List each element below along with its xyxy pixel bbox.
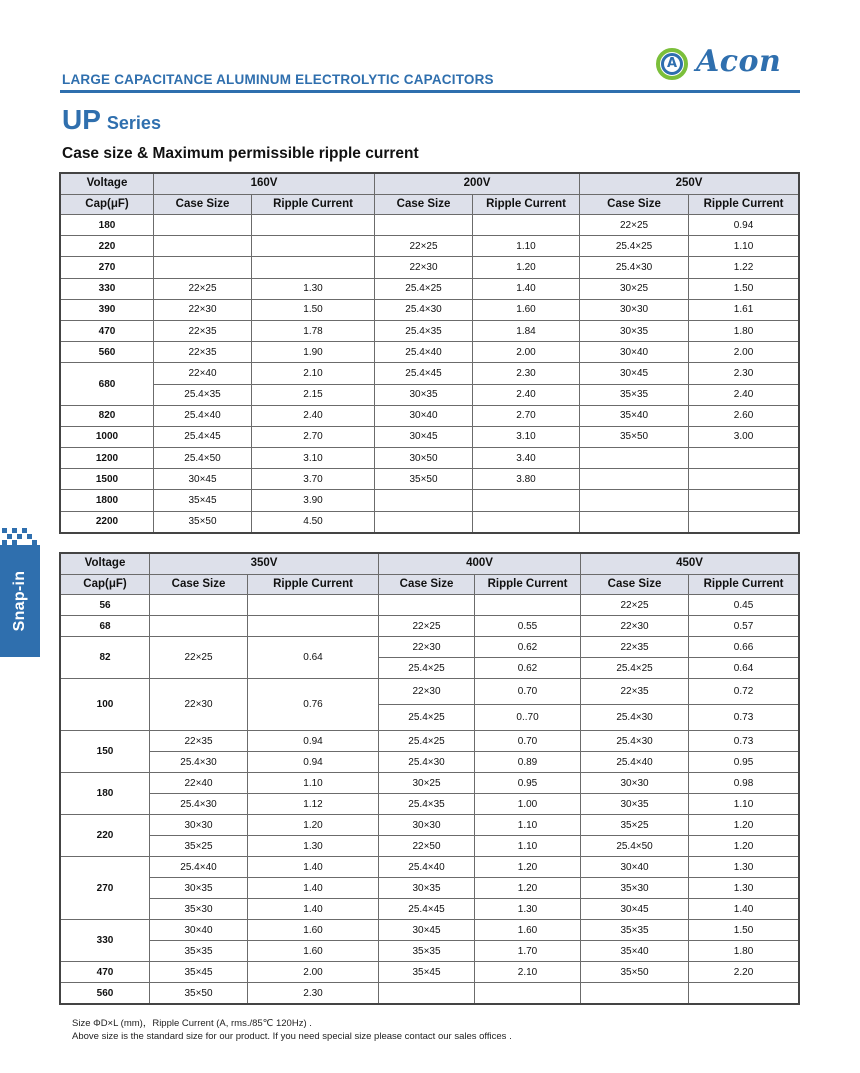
table-row bbox=[61, 595, 799, 616]
ripple-current-cell: 3.40 bbox=[473, 448, 580, 469]
case-size-cell: 30×25 bbox=[379, 773, 475, 794]
ripple-current-cell: 3.80 bbox=[473, 469, 580, 490]
case-size-cell: 25.4×25 bbox=[375, 278, 473, 299]
case-size-header: Case Size bbox=[150, 574, 248, 595]
table-row bbox=[61, 983, 799, 1004]
case-size-cell: 35×40 bbox=[581, 941, 689, 962]
ripple-current-cell: 1.10 bbox=[475, 836, 581, 857]
case-size-cell: 25.4×40 bbox=[154, 405, 252, 426]
case-size-cell: 30×35 bbox=[581, 794, 689, 815]
series-title bbox=[62, 104, 161, 136]
voltage-header: Voltage bbox=[61, 174, 154, 195]
table-row bbox=[61, 836, 799, 857]
ripple-current-cell: 0.70 bbox=[475, 731, 581, 752]
case-size-cell: 25.4×45 bbox=[375, 363, 473, 384]
ripple-current-cell: 0.55 bbox=[475, 616, 581, 637]
ripple-current-cell: 2.10 bbox=[252, 363, 375, 384]
table-row bbox=[61, 511, 799, 532]
table-row bbox=[61, 469, 799, 490]
table-row bbox=[61, 731, 799, 752]
ripple-current-cell bbox=[252, 257, 375, 278]
voltage-group-header: 450V bbox=[581, 554, 799, 575]
table-row bbox=[61, 320, 799, 341]
ripple-current-cell: 1.40 bbox=[689, 899, 799, 920]
case-size-cell: 35×35 bbox=[581, 920, 689, 941]
case-size-cell: 30×40 bbox=[580, 342, 689, 363]
ripple-current-cell: 0.45 bbox=[689, 595, 799, 616]
table-row bbox=[61, 752, 799, 773]
ripple-current-cell: 1.20 bbox=[473, 257, 580, 278]
case-size-cell: 22×50 bbox=[379, 836, 475, 857]
case-size-cell: 35×45 bbox=[154, 490, 252, 511]
case-size-cell bbox=[375, 215, 473, 236]
ripple-current-cell: 0..70 bbox=[475, 705, 581, 731]
case-size-cell: 22×35 bbox=[154, 320, 252, 341]
cap-cell: 150 bbox=[61, 731, 150, 773]
voltage-group-header: 350V bbox=[150, 554, 379, 575]
ripple-current-cell: 0.62 bbox=[475, 637, 581, 658]
case-size-cell: 30×40 bbox=[375, 405, 473, 426]
table-row bbox=[61, 236, 799, 257]
table-header-column-row bbox=[61, 194, 799, 215]
side-tab bbox=[0, 545, 40, 657]
table-row bbox=[61, 794, 799, 815]
cap-cell: 1200 bbox=[61, 448, 154, 469]
case-size-cell: 25.4×40 bbox=[581, 752, 689, 773]
ripple-current-cell: 1.10 bbox=[689, 236, 799, 257]
table-row bbox=[61, 426, 799, 447]
case-size-cell: 25.4×40 bbox=[375, 342, 473, 363]
ripple-current-cell: 2.30 bbox=[248, 983, 379, 1004]
table-row bbox=[61, 920, 799, 941]
case-size-header: Case Size bbox=[581, 574, 689, 595]
ripple-current-cell: 3.90 bbox=[252, 490, 375, 511]
case-size-cell: 22×30 bbox=[150, 679, 248, 731]
table-row bbox=[61, 257, 799, 278]
cap-cell: 560 bbox=[61, 342, 154, 363]
case-size-cell: 30×40 bbox=[150, 920, 248, 941]
table-row bbox=[61, 405, 799, 426]
case-size-cell: 35×35 bbox=[150, 941, 248, 962]
case-size-cell bbox=[150, 595, 248, 616]
ripple-current-cell: 2.30 bbox=[689, 363, 799, 384]
case-size-cell: 30×35 bbox=[150, 878, 248, 899]
ripple-current-cell bbox=[689, 448, 799, 469]
case-size-cell: 25.4×35 bbox=[379, 794, 475, 815]
cap-cell: 330 bbox=[61, 920, 150, 962]
cap-cell: 330 bbox=[61, 278, 154, 299]
cap-cell: 270 bbox=[61, 857, 150, 920]
cap-cell: 470 bbox=[61, 320, 154, 341]
table-header-voltage-row bbox=[61, 174, 799, 195]
ripple-current-cell: 1.60 bbox=[473, 299, 580, 320]
case-size-cell: 22×35 bbox=[154, 342, 252, 363]
ripple-current-cell: 2.30 bbox=[473, 363, 580, 384]
case-size-cell: 35×45 bbox=[379, 962, 475, 983]
ripple-current-cell: 1.40 bbox=[473, 278, 580, 299]
ripple-current-cell: 2.40 bbox=[473, 384, 580, 405]
case-size-cell: 25.4×25 bbox=[379, 658, 475, 679]
side-tab-decoration bbox=[0, 528, 40, 545]
case-size-cell: 35×35 bbox=[580, 384, 689, 405]
cap-header: Cap(μF) bbox=[61, 574, 150, 595]
case-size-cell: 25.4×25 bbox=[379, 705, 475, 731]
ripple-current-cell: 1.12 bbox=[248, 794, 379, 815]
ripple-current-cell: 2.40 bbox=[689, 384, 799, 405]
cap-cell: 68 bbox=[61, 616, 150, 637]
case-size-cell: 30×35 bbox=[580, 320, 689, 341]
table-header-column-row bbox=[61, 574, 799, 595]
case-size-cell: 25.4×50 bbox=[581, 836, 689, 857]
case-size-cell: 35×50 bbox=[154, 511, 252, 532]
case-size-cell: 30×45 bbox=[375, 426, 473, 447]
case-size-cell: 22×40 bbox=[154, 363, 252, 384]
ripple-current-cell: 1.22 bbox=[689, 257, 799, 278]
case-size-cell: 30×30 bbox=[580, 299, 689, 320]
cap-cell: 180 bbox=[61, 215, 154, 236]
case-size-cell bbox=[154, 257, 252, 278]
case-size-cell: 30×45 bbox=[580, 363, 689, 384]
cap-cell: 270 bbox=[61, 257, 154, 278]
footnote-special-size: Above size is the standard size for our product. If you need special size please contact our sales offices . bbox=[72, 1031, 512, 1042]
ripple-current-cell: 0.76 bbox=[248, 679, 379, 731]
voltage-group-header: 160V bbox=[154, 174, 375, 195]
case-size-cell: 25.4×35 bbox=[154, 384, 252, 405]
case-size-cell bbox=[580, 490, 689, 511]
table-row bbox=[61, 899, 799, 920]
ripple-current-cell: 3.10 bbox=[473, 426, 580, 447]
case-size-cell bbox=[379, 983, 475, 1004]
table-row bbox=[61, 857, 799, 878]
ripple-current-cell: 2.70 bbox=[252, 426, 375, 447]
table-row bbox=[61, 773, 799, 794]
cap-cell: 56 bbox=[61, 595, 150, 616]
case-size-cell bbox=[375, 490, 473, 511]
case-size-cell bbox=[375, 511, 473, 532]
case-size-cell: 35×25 bbox=[150, 836, 248, 857]
ripple-current-cell: 0.70 bbox=[475, 679, 581, 705]
ripple-current-cell: 1.80 bbox=[689, 320, 799, 341]
ripple-current-cell: 1.50 bbox=[252, 299, 375, 320]
case-size-cell: 25.4×30 bbox=[581, 731, 689, 752]
case-size-cell: 25.4×30 bbox=[580, 257, 689, 278]
case-size-cell: 35×25 bbox=[581, 815, 689, 836]
case-size-cell: 25.4×30 bbox=[375, 299, 473, 320]
case-size-cell: 30×35 bbox=[375, 384, 473, 405]
case-size-cell: 25.4×25 bbox=[580, 236, 689, 257]
case-size-cell: 22×25 bbox=[581, 595, 689, 616]
case-size-cell bbox=[581, 983, 689, 1004]
ripple-current-cell: 2.00 bbox=[248, 962, 379, 983]
ripple-current-cell: 1.60 bbox=[248, 941, 379, 962]
table-row bbox=[61, 363, 799, 384]
case-size-cell: 30×30 bbox=[581, 773, 689, 794]
ripple-current-cell: 1.70 bbox=[475, 941, 581, 962]
case-size-cell: 30×45 bbox=[379, 920, 475, 941]
case-size-cell: 22×35 bbox=[581, 637, 689, 658]
ripple-current-cell: 1.30 bbox=[248, 836, 379, 857]
ripple-current-cell bbox=[475, 595, 581, 616]
ripple-current-cell: 1.50 bbox=[689, 278, 799, 299]
case-size-cell: 30×35 bbox=[379, 878, 475, 899]
case-size-cell: 25.4×30 bbox=[581, 705, 689, 731]
ripple-current-cell: 0.57 bbox=[689, 616, 799, 637]
ripple-current-cell bbox=[473, 511, 580, 532]
case-size-cell: 25.4×35 bbox=[375, 320, 473, 341]
ripple-current-cell: 2.70 bbox=[473, 405, 580, 426]
ripple-current-cell bbox=[248, 616, 379, 637]
ripple-current-header: Ripple Current bbox=[689, 574, 799, 595]
case-size-header: Case Size bbox=[379, 574, 475, 595]
cap-cell: 1000 bbox=[61, 426, 154, 447]
series-suffix: Series bbox=[106, 113, 161, 133]
case-size-cell: 25.4×45 bbox=[154, 426, 252, 447]
section-title: Case size & Maximum permissible ripple current bbox=[62, 145, 419, 162]
ripple-current-cell: 0.98 bbox=[689, 773, 799, 794]
ripple-current-cell: 1.30 bbox=[689, 878, 799, 899]
ripple-current-cell: 1.20 bbox=[248, 815, 379, 836]
case-size-cell: 35×50 bbox=[375, 469, 473, 490]
table-row bbox=[61, 299, 799, 320]
ripple-current-cell bbox=[475, 983, 581, 1004]
ripple-current-cell: 2.10 bbox=[475, 962, 581, 983]
ripple-current-cell: 0.72 bbox=[689, 679, 799, 705]
ripple-current-cell: 0.89 bbox=[475, 752, 581, 773]
cap-cell: 220 bbox=[61, 815, 150, 857]
case-size-cell: 22×25 bbox=[154, 278, 252, 299]
header-rule bbox=[60, 90, 800, 93]
ripple-current-cell: 3.10 bbox=[252, 448, 375, 469]
cap-cell: 680 bbox=[61, 363, 154, 405]
cap-cell: 560 bbox=[61, 983, 150, 1004]
ripple-current-cell: 1.00 bbox=[475, 794, 581, 815]
ripple-current-cell bbox=[252, 236, 375, 257]
case-size-cell: 35×30 bbox=[581, 878, 689, 899]
case-size-cell: 22×30 bbox=[154, 299, 252, 320]
case-size-cell: 22×35 bbox=[150, 731, 248, 752]
ripple-current-cell bbox=[689, 511, 799, 532]
table-row bbox=[61, 448, 799, 469]
case-size-cell: 30×40 bbox=[581, 857, 689, 878]
cap-cell: 220 bbox=[61, 236, 154, 257]
logo-text: Acon bbox=[696, 44, 782, 79]
ripple-current-cell bbox=[473, 490, 580, 511]
case-size-cell: 35×50 bbox=[581, 962, 689, 983]
case-size-header: Case Size bbox=[580, 194, 689, 215]
voltage-group-header: 200V bbox=[375, 174, 580, 195]
ripple-current-cell: 1.20 bbox=[475, 878, 581, 899]
ripple-current-cell: 0.95 bbox=[475, 773, 581, 794]
ripple-current-cell bbox=[248, 595, 379, 616]
case-size-cell: 30×45 bbox=[154, 469, 252, 490]
table-row bbox=[61, 962, 799, 983]
ripple-current-cell: 1.61 bbox=[689, 299, 799, 320]
ripple-current-header: Ripple Current bbox=[689, 194, 799, 215]
ripple-current-cell: 1.60 bbox=[475, 920, 581, 941]
ripple-current-cell: 0.95 bbox=[689, 752, 799, 773]
table-row bbox=[61, 384, 799, 405]
logo-letter: A bbox=[667, 56, 678, 71]
side-tab-label: Snap-in bbox=[11, 570, 28, 632]
ripple-current-cell: 1.30 bbox=[475, 899, 581, 920]
ripple-current-header: Ripple Current bbox=[473, 194, 580, 215]
case-size-cell: 25.4×40 bbox=[150, 857, 248, 878]
case-size-cell: 30×45 bbox=[581, 899, 689, 920]
case-size-cell bbox=[580, 448, 689, 469]
cap-cell: 2200 bbox=[61, 511, 154, 532]
ripple-current-cell: 1.10 bbox=[689, 794, 799, 815]
cap-cell: 100 bbox=[61, 679, 150, 731]
ripple-current-cell: 0.66 bbox=[689, 637, 799, 658]
ripple-current-cell bbox=[473, 215, 580, 236]
cap-cell: 390 bbox=[61, 299, 154, 320]
case-size-header: Case Size bbox=[154, 194, 252, 215]
case-size-cell bbox=[580, 469, 689, 490]
ripple-current-cell: 0.94 bbox=[248, 752, 379, 773]
table-row bbox=[61, 878, 799, 899]
ripple-current-cell: 0.94 bbox=[689, 215, 799, 236]
table-row bbox=[61, 637, 799, 658]
table-row bbox=[61, 342, 799, 363]
case-size-cell: 35×30 bbox=[150, 899, 248, 920]
table-row bbox=[61, 616, 799, 637]
case-size-cell: 25.4×25 bbox=[379, 731, 475, 752]
case-size-cell: 22×30 bbox=[375, 257, 473, 278]
case-size-cell: 35×50 bbox=[580, 426, 689, 447]
ripple-current-cell: 1.40 bbox=[248, 878, 379, 899]
ripple-current-cell: 2.60 bbox=[689, 405, 799, 426]
case-size-cell: 22×25 bbox=[150, 637, 248, 679]
case-size-header: Case Size bbox=[375, 194, 473, 215]
case-size-cell: 25.4×50 bbox=[154, 448, 252, 469]
case-size-cell bbox=[379, 595, 475, 616]
ripple-current-cell: 1.80 bbox=[689, 941, 799, 962]
table-header-voltage-row bbox=[61, 554, 799, 575]
ripple-current-cell: 3.00 bbox=[689, 426, 799, 447]
footnote-units: Size ΦD×L (mm)，Ripple Current (A, rms./85℃ 120Hz) . bbox=[72, 1018, 312, 1029]
ripple-current-cell: 3.70 bbox=[252, 469, 375, 490]
case-size-cell: 25.4×30 bbox=[150, 752, 248, 773]
ripple-current-cell: 2.00 bbox=[473, 342, 580, 363]
ripple-current-cell: 1.60 bbox=[248, 920, 379, 941]
ripple-current-cell: 0.73 bbox=[689, 705, 799, 731]
case-size-cell: 35×40 bbox=[580, 405, 689, 426]
ripple-current-cell bbox=[689, 490, 799, 511]
ripple-current-cell: 1.20 bbox=[689, 815, 799, 836]
table-row bbox=[61, 490, 799, 511]
ripple-current-cell: 1.10 bbox=[248, 773, 379, 794]
case-size-cell: 22×25 bbox=[375, 236, 473, 257]
cap-cell: 470 bbox=[61, 962, 150, 983]
ripple-current-header: Ripple Current bbox=[248, 574, 379, 595]
table-row bbox=[61, 815, 799, 836]
case-size-cell: 35×35 bbox=[379, 941, 475, 962]
case-size-cell: 25.4×30 bbox=[379, 752, 475, 773]
case-size-cell: 25.4×25 bbox=[581, 658, 689, 679]
ripple-current-cell: 1.30 bbox=[252, 278, 375, 299]
ripple-current-cell: 1.10 bbox=[475, 815, 581, 836]
case-size-cell: 22×25 bbox=[580, 215, 689, 236]
cap-cell: 820 bbox=[61, 405, 154, 426]
ripple-current-cell: 4.50 bbox=[252, 511, 375, 532]
case-size-cell: 22×30 bbox=[379, 679, 475, 705]
ripple-current-cell: 1.20 bbox=[475, 857, 581, 878]
ripple-current-cell: 1.50 bbox=[689, 920, 799, 941]
ripple-current-cell: 0.73 bbox=[689, 731, 799, 752]
case-size-cell bbox=[150, 616, 248, 637]
case-size-cell: 30×30 bbox=[379, 815, 475, 836]
table-row bbox=[61, 679, 799, 705]
ripple-current-cell: 0.64 bbox=[248, 637, 379, 679]
ripple-current-cell: 0.62 bbox=[475, 658, 581, 679]
case-size-cell: 30×30 bbox=[150, 815, 248, 836]
ripple-current-cell: 2.20 bbox=[689, 962, 799, 983]
case-size-cell: 22×30 bbox=[379, 637, 475, 658]
ripple-current-cell: 1.84 bbox=[473, 320, 580, 341]
voltage-header: Voltage bbox=[61, 554, 150, 575]
ripple-current-cell: 1.40 bbox=[248, 857, 379, 878]
cap-cell: 1500 bbox=[61, 469, 154, 490]
ripple-current-cell bbox=[689, 983, 799, 1004]
ripple-current-cell: 1.20 bbox=[689, 836, 799, 857]
voltage-group-header: 250V bbox=[580, 174, 799, 195]
ripple-current-header: Ripple Current bbox=[252, 194, 375, 215]
case-size-cell: 30×50 bbox=[375, 448, 473, 469]
ripple-current-cell: 1.30 bbox=[689, 857, 799, 878]
table-row bbox=[61, 941, 799, 962]
table-row bbox=[61, 278, 799, 299]
voltage-group-header: 400V bbox=[379, 554, 581, 575]
case-size-cell: 35×50 bbox=[150, 983, 248, 1004]
ripple-current-cell: 1.10 bbox=[473, 236, 580, 257]
table-row bbox=[61, 215, 799, 236]
case-size-cell bbox=[580, 511, 689, 532]
cap-cell: 82 bbox=[61, 637, 150, 679]
case-size-cell: 25.4×40 bbox=[379, 857, 475, 878]
cap-cell: 180 bbox=[61, 773, 150, 815]
ripple-current-cell: 2.40 bbox=[252, 405, 375, 426]
ripple-current-cell: 1.90 bbox=[252, 342, 375, 363]
ripple-table-high-voltage bbox=[60, 553, 799, 1004]
case-size-cell: 25.4×45 bbox=[379, 899, 475, 920]
ripple-current-cell: 2.00 bbox=[689, 342, 799, 363]
ripple-current-cell: 1.40 bbox=[248, 899, 379, 920]
case-size-cell: 30×25 bbox=[580, 278, 689, 299]
ripple-current-cell: 0.64 bbox=[689, 658, 799, 679]
ripple-current-cell bbox=[689, 469, 799, 490]
case-size-cell: 35×45 bbox=[150, 962, 248, 983]
case-size-cell: 22×35 bbox=[581, 679, 689, 705]
ripple-current-cell bbox=[252, 215, 375, 236]
case-size-cell: 22×40 bbox=[150, 773, 248, 794]
header-title: LARGE CAPACITANCE ALUMINUM ELECTROLYTIC CAPACITORS bbox=[62, 72, 494, 87]
cap-header: Cap(μF) bbox=[61, 194, 154, 215]
case-size-cell bbox=[154, 215, 252, 236]
case-size-cell: 25.4×30 bbox=[150, 794, 248, 815]
series-name: UP bbox=[62, 104, 101, 135]
case-size-cell: 22×30 bbox=[581, 616, 689, 637]
ripple-current-cell: 2.15 bbox=[252, 384, 375, 405]
cap-cell: 1800 bbox=[61, 490, 154, 511]
acon-logo bbox=[656, 46, 796, 86]
ripple-current-header: Ripple Current bbox=[475, 574, 581, 595]
ripple-current-cell: 1.78 bbox=[252, 320, 375, 341]
case-size-cell bbox=[154, 236, 252, 257]
case-size-cell: 22×25 bbox=[379, 616, 475, 637]
ripple-table-low-voltage bbox=[60, 173, 799, 533]
ripple-current-cell: 0.94 bbox=[248, 731, 379, 752]
